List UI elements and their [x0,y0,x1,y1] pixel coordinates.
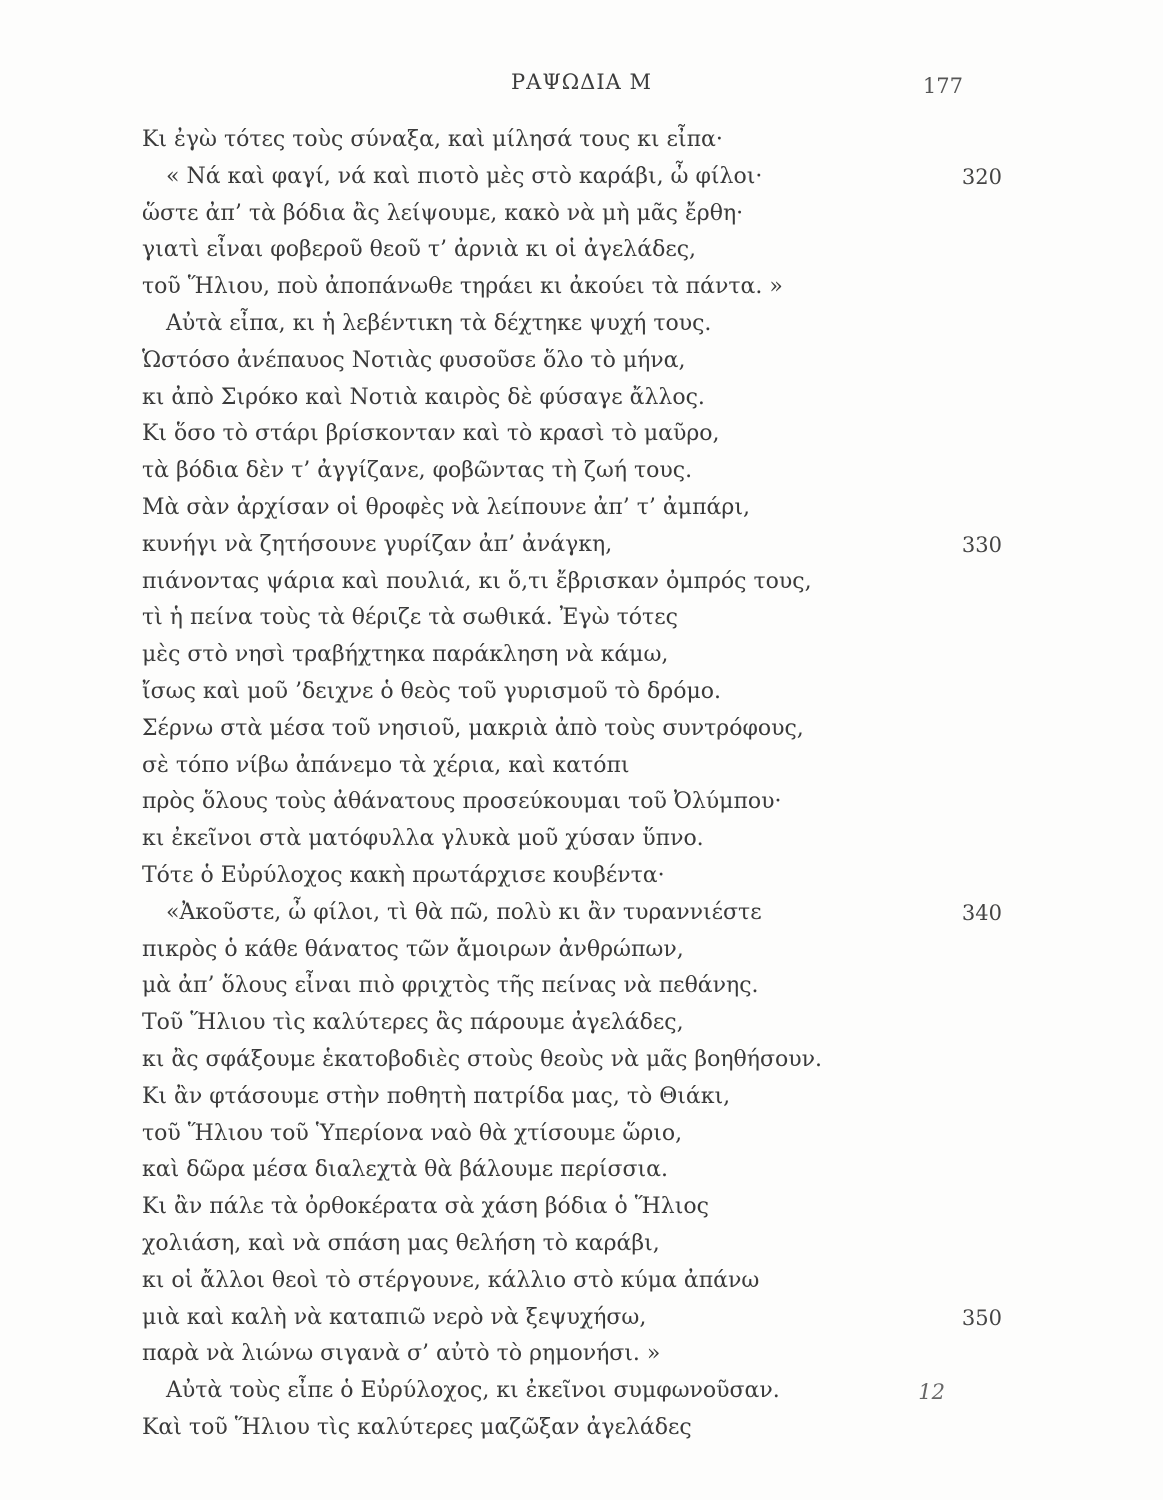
poem-line [142,1116,1022,1153]
poem-line [142,416,1022,453]
poem-line [142,1152,1022,1189]
poem-line [142,784,1022,821]
poem-line-text: πιάνοντας ψάρια καὶ πουλιά, κι ὅ,τι ἔβρισκαν ὀμπρός τους, [142,568,812,594]
poem-line [142,1336,1022,1373]
poem-line [142,159,1022,196]
poem-line [142,453,1022,490]
poem-line [142,343,1022,380]
poem-line-text: Κι ὅσο τὸ στάρι βρίσκονταν καὶ τὸ κρασὶ τὸ μαῦρο, [142,421,720,447]
line-number: 320 [961,164,1002,189]
poem-line [142,1300,1022,1337]
poem-line-text: πρὸς ὅλους τοὺς ἀθάνατους προσεύκουμαι τοῦ Ὀλύμπου· [142,789,782,815]
poem-line-text: Καὶ τοῦ Ἥλιου τὶς καλύτερες μαζῶξαν ἀγελάδες [142,1414,692,1440]
poem-line [142,1005,1022,1042]
poem-line-text: Ὡστόσο ἀνέπαυος Νοτιὰς φυσοῦσε ὅλο τὸ μήνα, [142,347,686,373]
line-number: 330 [961,532,1002,557]
poem-line-text: γιατὶ εἶναι φοβεροῦ θεοῦ τ’ ἀρνιὰ κι οἱ ἀγελάδες, [142,237,697,263]
poem-line-text: κυνήγι νὰ ζητήσουνε γυρίζαν ἀπ’ ἀνάγκη, [142,531,613,557]
poem-line-text: ὥστε ἀπ’ τὰ βόδια ἂς λείψουμε, κακὸ νὰ μὴ μᾶς ἔρθη· [142,200,744,226]
poem-line [142,269,1022,306]
poem-line [142,711,1022,748]
poem-line-text: Σέρνω στὰ μέσα τοῦ νησιοῦ, μακριὰ ἀπὸ τοὺς συντρόφους, [142,715,804,741]
poem-line-text: « Νά καὶ φαγί, νά καὶ πιοτὸ μὲς στὸ καράβι, ὦ φίλοι· [166,163,763,189]
line-number: 340 [961,900,1002,925]
poem-line [142,527,1022,564]
poem-line [142,122,1022,159]
poem-line [142,895,1022,932]
poem-line [142,968,1022,1005]
poem-line-text: πικρὸς ὁ κάθε θάνατος τῶν ἄμοιρων ἀνθρώπων, [142,936,684,962]
poem-line [142,490,1022,527]
poem-line-text: Κι ἂν πάλε τὰ ὀρθοκέρατα σὰ χάση βόδια ὁ Ἥλιος [142,1194,709,1220]
poem-line-text: τοῦ Ἥλιου, ποὺ ἀποπάνωθε τηράει κι ἀκούει τὰ πάντα. » [142,274,783,300]
poem-line [142,821,1022,858]
poem-line-text: τὰ βόδια δὲν τ’ ἀγγίζανε, φοβῶντας τὴ ζωή τους. [142,458,693,484]
page-number: 177 [922,74,963,98]
gathering-signature: 12 [918,1380,945,1404]
poem-line [142,1226,1022,1263]
poem-line [142,1079,1022,1116]
poem-line-text: Τότε ὁ Εὐρύλοχος κακὴ πρωτάρχισε κουβέντα· [142,862,665,888]
poem-line-text: χολιάση, καὶ νὰ σπάση μας θελήση τὸ καράβι, [142,1230,660,1256]
poem-line [142,858,1022,895]
poem-line-text: Αὐτὰ εἶπα, κι ἡ λεβέντικη τὰ δέχτηκε ψυχή τους. [166,310,712,336]
poem-line-text: Κι ἐγὼ τότες τοὺς σύναξα, καὶ μίλησά τους κι εἶπα· [142,127,723,152]
poem-line [142,1373,1022,1410]
poem-line-text: Κι ἂν φτάσουμε στὴν ποθητὴ πατρίδα μας, τὸ Θιάκι, [142,1083,731,1109]
poem-line [142,380,1022,417]
poem-line-text: κι ἀπὸ Σιρόκο καὶ Νοτιὰ καιρὸς δὲ φύσαγε ἄλλος. [142,384,705,410]
poem-line [142,306,1022,343]
poem-line-text: Τοῦ Ἥλιου τὶς καλύτερες ἂς πάρουμε ἀγελάδες, [142,1010,684,1036]
poem-line [142,674,1022,711]
poem-line-text: κι ἐκεῖνοι στὰ ματόφυλλα γλυκὰ μοῦ χύσαν ὕπνο. [142,826,704,852]
poem-line-text: μιὰ καὶ καλὴ νὰ καταπιῶ νερὸ νὰ ξεψυχήσω, [142,1304,647,1330]
poem-line [142,1189,1022,1226]
poem-line-text: «Ἀκοῦστε, ὦ φίλοι, τὶ θὰ πῶ, πολὺ κι ἂν τυραννιέστε [166,899,762,925]
poem-line-text: καὶ δῶρα μέσα διαλεχτὰ θὰ βάλουμε περίσσια. [142,1157,669,1183]
poem-line [142,1263,1022,1300]
poem-line [142,748,1022,785]
running-head-title: ΡΑΨΩΔΙΑ Μ [511,70,652,94]
poem-line-text: κι ἂς σφάξουμε ἑκατοβοδιὲς στοὺς θεοὺς νὰ μᾶς βοηθήσουν. [142,1046,822,1072]
poem-line-text: μὰ ἀπ’ ὅλους εἶναι πιὸ φριχτὸς τῆς πείνας νὰ πεθάνης. [142,973,759,999]
poem-line-text: κι οἱ ἄλλοι θεοὶ τὸ στέργουνε, κάλλιο στὸ κύμα ἀπάνω [142,1267,760,1293]
poem-line [142,1042,1022,1079]
poem-line [142,1410,1022,1447]
poem-line-text: Αὐτὰ τοὺς εἶπε ὁ Εὐρύλοχος, κι ἐκεῖνοι συμφωνοῦσαν. [166,1378,780,1404]
poem-line-text: παρὰ νὰ λιώνω σιγανὰ σ’ αὐτὸ τὸ ρημονήσι. » [142,1341,661,1367]
poem-line-text: μὲς στὸ νησὶ τραβήχτηκα παράκληση νὰ κάμω, [142,642,669,668]
poem-line-text: Μὰ σὰν ἀρχίσαν οἱ θροφὲς νὰ λείπουνε ἀπ’ τ’ ἀμπάρι, [142,494,750,520]
poem-line-text: σὲ τόπο νίβω ἀπάνεμο τὰ χέρια, καὶ κατόπι [142,752,630,778]
poem-text [142,122,1022,1447]
poem-line [142,232,1022,269]
line-number: 350 [961,1305,1002,1330]
poem-line-text: τοῦ Ἥλιου τοῦ Ὑπερίονα ναὸ θὰ χτίσουμε ὥριο, [142,1120,683,1146]
poem-line [142,196,1022,233]
poem-line [142,932,1022,969]
poem-line [142,600,1022,637]
poem-line-text: τὶ ἡ πείνα τοὺς τὰ θέριζε τὰ σωθικά. Ἐγὼ τότες [142,605,678,631]
poem-line-text: ἴσως καὶ μοῦ ’δειχνε ὁ θεὸς τοῦ γυρισμοῦ τὸ δρόμο. [142,678,721,704]
poem-line [142,564,1022,601]
poem-line [142,637,1022,674]
